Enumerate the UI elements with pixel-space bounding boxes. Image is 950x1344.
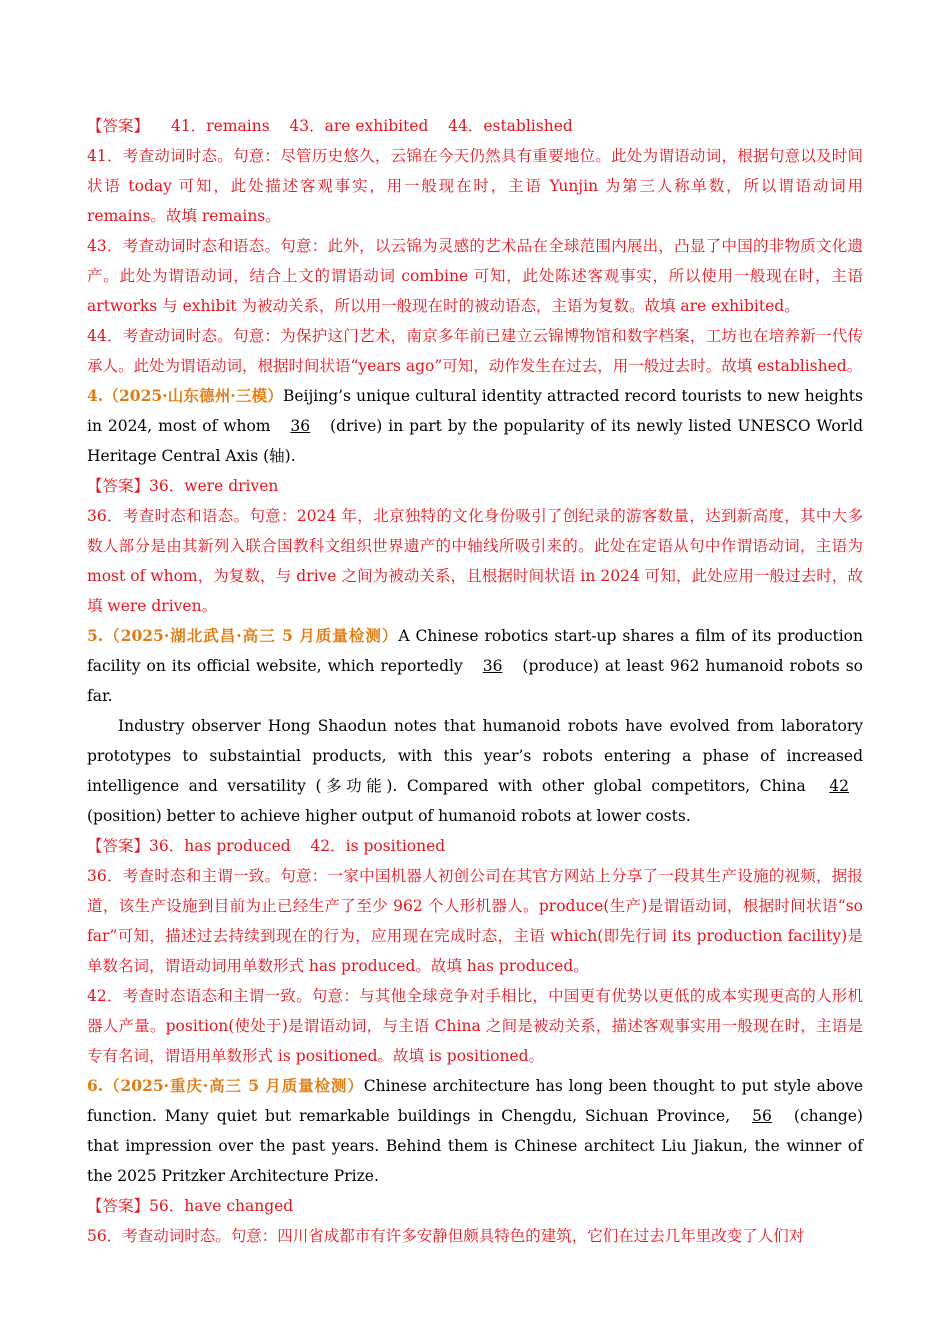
explanation-41: 41．考查动词时态。句意：尽管历史悠久，云锦在今天仍然具有重要地位。此处为谓语动词，根据句意以及时间状语 today 可知，此处描述客观事实，用一般现在时，主语 Yunjin 为第三人称单数，所以谓语动词用 remains。故填 remains。 xyxy=(87,147,863,225)
question-source: 4.（2025·山东德州·三模） xyxy=(87,386,283,405)
question-source: 5.（2025·湖北武昌·高三 5 月质量检测） xyxy=(87,626,399,645)
question-5 xyxy=(87,621,863,711)
question-source: 6.（2025·重庆·高三 5 月质量检测） xyxy=(87,1076,364,1095)
explanation-43: 43．考查动词时态和语态。句意：此外，以云锦为灵感的艺术品在全球范围内展出，凸显了中国的非物质文化遗产。此处为谓语动词，结合上文的谓语动词 combine 可知，此处陈述客观事实，所以使用一般现在时，主语 artworks 与 exhibit 为被动关系，所以用一般现在时的被动语态，主语为复数。故填 are exhibited。 xyxy=(87,237,863,315)
blank-42: 42 xyxy=(829,777,849,795)
question-4 xyxy=(87,381,863,471)
question-text: Chinese architecture has long been thought to put style above function. Many quiet but remarkable buildings in Chengdu, Sichuan Province, xyxy=(87,1077,863,1125)
document-content xyxy=(87,111,863,1251)
answer-value: 36．were driven xyxy=(149,477,279,495)
question-6 xyxy=(87,1071,863,1191)
explanation-56: 56．考查动词时态。句意：四川省成都市有许多安静但颇具特色的建筑，它们在过去几年里改变了人们对 xyxy=(87,1227,805,1245)
question-text: (drive) in part by the popularity of its newly listed UNESCO World Heritage Central Axis (轴). xyxy=(87,417,863,465)
paragraph-text: (position) better to achieve higher output of humanoid robots at lower costs. xyxy=(87,807,691,825)
blank-36: 36 xyxy=(290,417,311,435)
explanation-42: 42．考查时态语态和主谓一致。句意：与其他全球竞争对手相比，中国更有优势以更低的成本实现更高的人形机器人产量。position(使处于)是谓语动词，与主语 China 之间是被动关系，描述客观事实用一般现在时，主语是专有名词，谓语用单数形式 is positioned。故填 is positioned。 xyxy=(87,987,863,1065)
answer-label: 【答案】 xyxy=(87,117,150,135)
answer-value: 36．has produced 42．is positioned xyxy=(149,837,446,855)
answer-line-41-44 xyxy=(87,111,863,141)
question-5-paragraph xyxy=(87,711,863,831)
question-text: (change) that impression over the past years. Behind them is Chinese architect Liu Jiakun, the winner of the 2025 Pritzker Architecture Prize. xyxy=(87,1107,863,1185)
blank-36: 36 xyxy=(482,657,503,675)
explanation-36-q5: 36．考查时态和主谓一致。句意：一家中国机器人初创公司在其官方网站上分享了一段其生产设施的视频，据报道，该生产设施到目前为止已经生产了至少 962 个人形机器人。produce(生产)是谓语动词，根据时间状语“so far”可知，描述过去持续到现在的行为，应用现在完成时态，主语 which(即先行词 its production facility)是单数名词，谓语动词用单数形式 has produced。故填 has produced。 xyxy=(87,867,863,975)
answer-value: 41．remains 43．are exhibited 44．established xyxy=(171,117,573,135)
blank-56: 56 xyxy=(752,1107,772,1125)
answer-line-q4 xyxy=(87,471,863,501)
question-text: (produce) at least 962 humanoid robots so far. xyxy=(87,657,863,705)
answer-value: 56．have changed xyxy=(149,1197,294,1215)
paragraph-text: Industry observer Hong Shaodun notes that humanoid robots have evolved from laboratory prototypes to substaintial products, with this year’s robots entering a phase of increased intelligence and versatility (多功能). Compared with other global competitors, China xyxy=(87,717,863,795)
question-text: A Chinese robotics start-up shares a film of its production facility on its official website, which reportedly xyxy=(87,627,863,675)
explanation-44: 44．考查动词时态。句意：为保护这门艺术，南京多年前已建立云锦博物馆和数字档案，工坊也在培养新一代传承人。此处为谓语动词，根据时间状语“years ago”可知，动作发生在过去，用一般过去时。故填 established。 xyxy=(87,327,863,375)
answer-line-q5 xyxy=(87,831,863,861)
answer-label: 【答案】 xyxy=(87,477,150,495)
answer-label: 【答案】 xyxy=(87,1197,150,1215)
answer-label: 【答案】 xyxy=(87,837,150,855)
answer-line-q6 xyxy=(87,1191,863,1221)
explanation-36-q4: 36．考查时态和语态。句意：2024 年，北京独特的文化身份吸引了创纪录的游客数量，达到新高度，其中大多数人部分是由其新列入联合国教科文组织世界遗产的中轴线所吸引来的。此处在定语从句中作谓语动词，主语为 most of whom，为复数，与 drive 之间为被动关系，且根据时间状语 in 2024 可知，此处应用一般过去时，故填 were driven。 xyxy=(87,507,863,615)
question-text: Beijing’s unique cultural identity attracted record tourists to new heights in 2024, most of whom xyxy=(87,387,863,435)
